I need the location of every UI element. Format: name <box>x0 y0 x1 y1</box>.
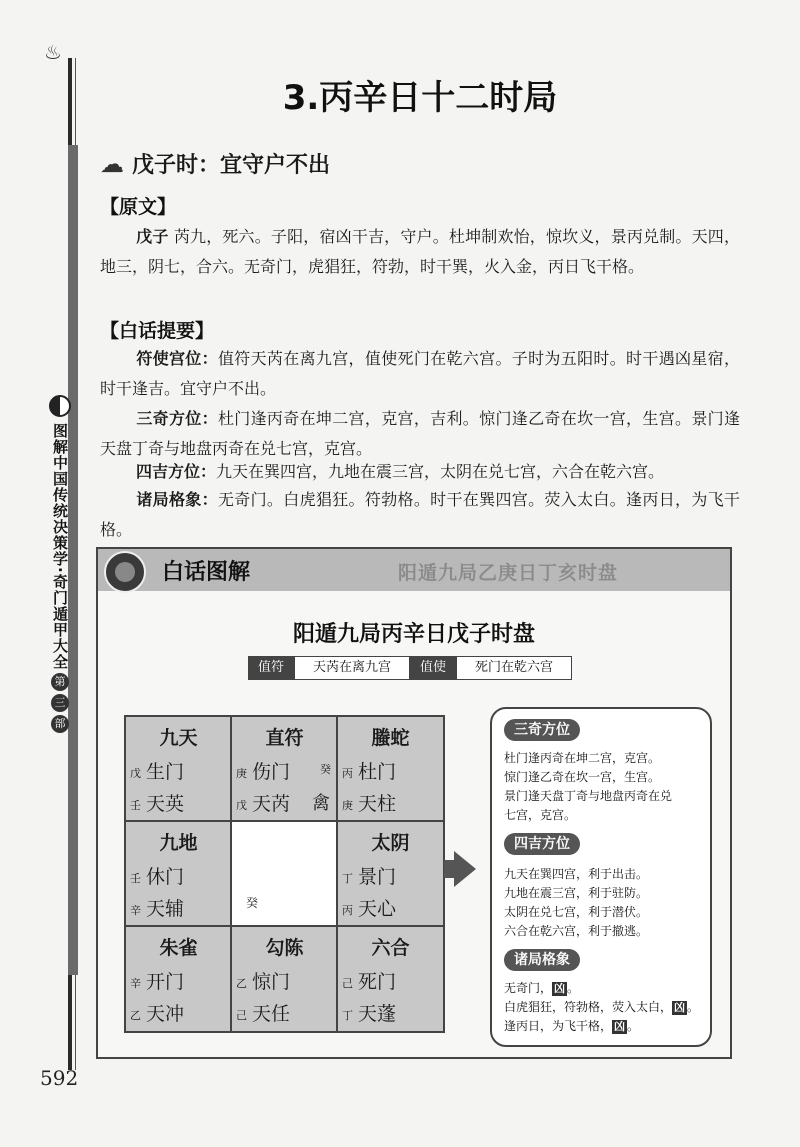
stem: 壬 <box>130 798 141 812</box>
item-text: 无奇门。白虎猖狂。符勃格。时干在巽四宫。荧入太白。逢丙日，为飞干格。 <box>100 490 740 539</box>
stem: 丙 <box>342 903 353 917</box>
door-row <box>130 967 184 994</box>
door: 伤门 <box>252 761 291 783</box>
panel-line-text: 逢丙日，为飞干格， <box>504 1019 613 1033</box>
panel-line <box>504 1017 704 1036</box>
xiong-badge: 凶 <box>674 1001 686 1014</box>
item-label: 四吉方位： <box>136 462 217 481</box>
zhifu-label: 值符 <box>248 656 294 680</box>
vernacular-item <box>100 457 740 487</box>
siji-pill: 四吉方位 <box>504 833 580 855</box>
sanqi-text <box>504 749 704 825</box>
stem: 丁 <box>342 871 353 885</box>
panel-line-text: 无奇门， <box>504 981 553 995</box>
info-panel <box>490 707 712 1047</box>
stem: 乙 <box>236 976 247 990</box>
stem: 丁 <box>342 1008 353 1022</box>
side-badge: 第 <box>51 673 69 691</box>
panel-line <box>504 998 704 1017</box>
yin-yang-icon <box>49 395 71 417</box>
panel-line: 九天在巽四宫，利于出击。 <box>504 867 649 881</box>
door-row <box>130 862 184 889</box>
side-title-text: 图解中国传统决策学·奇门遁甲大全 <box>51 423 69 670</box>
star: 天芮 <box>252 793 291 815</box>
palace-kun-2 <box>338 717 443 821</box>
section-subtitle <box>100 148 330 179</box>
original-text: 芮九，死六。子阳，宿凶干吉，守户。杜坤制欢怡，惊坎义，景丙兑制。天四，地三，阴七，合六。无奇门，虎猖狂，符勃，时干巽，火入金，丙日飞干格。 <box>100 227 740 276</box>
medallion-icon <box>104 551 146 593</box>
door: 杜门 <box>358 761 397 783</box>
deity-name: 九地 <box>159 832 198 854</box>
item-label: 诸局格象： <box>136 490 218 509</box>
door-row <box>130 757 184 784</box>
panel-punct: 。 <box>687 1000 700 1014</box>
stem: 庚 <box>236 766 247 780</box>
deity-name: 勾陈 <box>265 937 304 959</box>
panel-line-text: 白虎猖狂，符勃格，荧入太白， <box>504 1000 673 1014</box>
stem: 己 <box>236 1008 247 1022</box>
stem: 辛 <box>130 976 141 990</box>
star: 天辅 <box>146 898 185 920</box>
stem: 戊 <box>236 798 247 812</box>
vernacular-heading: 【白话提要】 <box>100 320 215 342</box>
palace-li-9 <box>232 717 337 821</box>
page-number: 592 <box>40 1066 79 1090</box>
door: 景门 <box>358 866 397 888</box>
deity-name: 太阴 <box>371 832 410 854</box>
stem: 乙 <box>130 1008 141 1022</box>
illustration-header <box>98 549 730 591</box>
header-background-text: 阳遁九局乙庚日丁亥时盘 <box>398 562 619 584</box>
star-row <box>342 789 396 816</box>
deity-name: 朱雀 <box>159 937 198 959</box>
door: 开门 <box>146 971 185 993</box>
panel-punct: 。 <box>627 1019 640 1033</box>
side-running-title <box>50 395 70 733</box>
illustration-box <box>96 547 732 1059</box>
star-row <box>130 999 184 1026</box>
panel-line: 杜门逢丙奇在坤二宫，克宫。 <box>504 751 661 765</box>
cloud-icon: ☁ <box>100 149 124 178</box>
geju-text <box>504 979 704 1036</box>
door-row <box>236 967 290 994</box>
panel-line: 景门逢天盘丁奇与地盘丙奇在兑 <box>504 789 673 803</box>
item-text: 九天在巽四宫，九地在震三宫，太阴在兑七宫，六合在乾六宫。 <box>216 462 665 481</box>
palace-gen-8 <box>126 927 231 1031</box>
subtitle-text: 戊子时：宜守户不出 <box>132 153 331 178</box>
vernacular-item <box>100 344 740 404</box>
zhifu-value: 天芮在离九宫 <box>294 656 410 680</box>
star-row <box>130 894 184 921</box>
illustration-label: 白话图解 <box>162 560 251 585</box>
palace-zhen-3 <box>126 822 231 926</box>
door-row <box>342 967 396 994</box>
palace-dui-7 <box>338 822 443 926</box>
panel-line: 九地在震三宫，利于驻防。 <box>504 886 649 900</box>
door: 死门 <box>358 971 397 993</box>
zhishi-label: 值使 <box>410 656 456 680</box>
panel-punct: 。 <box>567 981 580 995</box>
stem: 辛 <box>130 903 141 917</box>
page-title: 3.丙辛日十二时局 <box>282 78 558 118</box>
panel-line: 太阴在兑七宫，利于潜伏。 <box>504 905 649 919</box>
panel-line <box>504 979 704 998</box>
original-lead: 戊子 <box>136 227 169 246</box>
siji-text <box>504 865 704 941</box>
item-text: 杜门逢丙奇在坤二宫，克宫，吉利。惊门逢乙奇在坎一宫，生宫。景门逢天盘丁奇与地盘丙奇在兑七宫，克宫。 <box>100 409 740 458</box>
deity-name: 直符 <box>265 727 304 749</box>
item-label: 符使宫位： <box>136 349 218 368</box>
stem: 戊 <box>130 766 141 780</box>
original-paragraph <box>100 222 740 282</box>
stem: 癸 <box>320 763 331 776</box>
panel-line: 七宫，克宫。 <box>504 808 577 822</box>
stem: 壬 <box>130 871 141 885</box>
palace-qian-6 <box>338 927 443 1031</box>
geju-pill: 诸局格象 <box>504 949 580 971</box>
palace-kan-1 <box>232 927 337 1031</box>
star: 天柱 <box>358 793 397 815</box>
nine-palace-grid <box>124 715 445 1033</box>
side-badge: 三 <box>51 694 69 712</box>
panel-line: 六合在乾六宫，利于撤逃。 <box>504 924 649 938</box>
cloud-ornament-icon: ♨ <box>44 40 62 64</box>
star-row <box>342 999 396 1026</box>
door-row <box>342 757 396 784</box>
item-label: 三奇方位： <box>136 409 218 428</box>
deity-name: 螣蛇 <box>371 727 410 749</box>
stem: 癸 <box>246 896 259 910</box>
arrow-right-icon <box>454 851 476 887</box>
stem: 丙 <box>342 766 353 780</box>
vernacular-item <box>100 485 740 545</box>
vernacular-item <box>100 404 740 464</box>
star-extra: 禽 <box>312 793 330 814</box>
chart-title: 阳遁九局丙辛日戊子时盘 <box>292 622 535 647</box>
deity-name: 九天 <box>159 727 198 749</box>
stem: 庚 <box>342 798 353 812</box>
palace-xun-4 <box>126 717 231 821</box>
door: 生门 <box>146 761 185 783</box>
door-row <box>236 757 336 784</box>
star: 天英 <box>146 793 185 815</box>
star: 天蓬 <box>358 1003 397 1025</box>
xiong-badge: 凶 <box>554 982 566 995</box>
sanqi-pill: 三奇方位 <box>504 719 580 741</box>
palace-center-5 <box>232 822 336 925</box>
door: 惊门 <box>252 971 291 993</box>
star-row <box>130 789 184 816</box>
item-text: 值符天芮在离九宫，值使死门在乾六宫。子时为五阳时。时干遇凶星宿，时干逢吉。宜守户不出。 <box>100 349 740 398</box>
panel-line: 惊门逢乙奇在坎一宫，生宫。 <box>504 770 661 784</box>
stem: 己 <box>342 976 353 990</box>
door: 休门 <box>146 866 185 888</box>
xiong-badge: 凶 <box>614 1020 626 1033</box>
zhishi-value: 死门在乾六宫 <box>456 656 572 680</box>
star-row <box>342 894 396 921</box>
star-row <box>236 789 336 816</box>
door-row <box>342 862 396 889</box>
star: 天冲 <box>146 1003 185 1025</box>
star: 天任 <box>252 1003 291 1025</box>
side-badge: 部 <box>51 715 69 733</box>
star: 天心 <box>358 898 397 920</box>
zhifu-zhishi-row <box>248 656 572 680</box>
deity-name: 六合 <box>371 937 410 959</box>
star-row <box>236 999 290 1026</box>
original-heading: 【原文】 <box>100 196 177 218</box>
